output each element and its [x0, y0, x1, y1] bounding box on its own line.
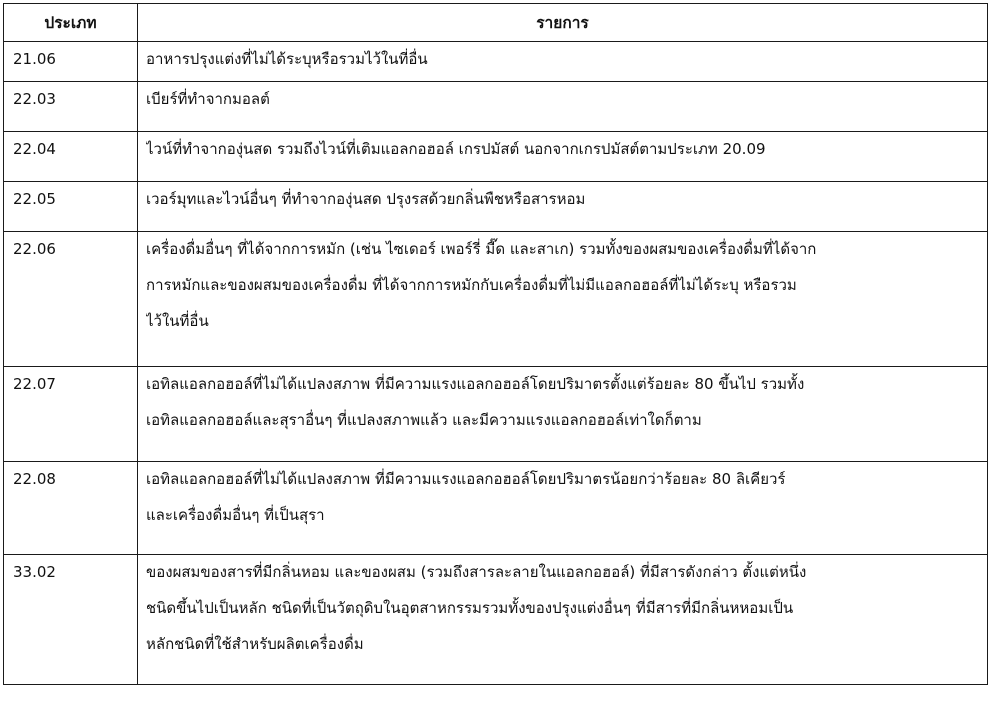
description-line: เบียร์ที่ทำจากมอลต์: [146, 90, 270, 108]
table-row: [4, 132, 988, 182]
description-line: ไวน์ที่ทำจากองุ่นสด รวมถึงไวน์ที่เติมแอลกอฮอล์ เกรปมัสต์ นอกจากเกรปมัสต์ตามประเภท 20.09: [146, 140, 766, 158]
description-line: ของผสมของสารที่มีกลิ่นหอม และของผสม (รวมถึงสารละลายในแอลกอฮอล์) ที่มีสารดังกล่าว ตั้งแต่หนึ่ง: [146, 563, 807, 581]
tariff-code: 22.07: [4, 367, 138, 462]
tariff-description: [138, 42, 988, 82]
header-code: ประเภท: [4, 4, 138, 42]
tariff-code: 22.04: [4, 132, 138, 182]
description-line: หลักชนิดที่ใช้สำหรับผลิตเครื่องดื่ม: [146, 635, 364, 653]
description-line: เครื่องดื่มอื่นๆ ที่ได้จากการหมัก (เช่น ไซเดอร์ เพอร์รี่ มี๊ด และสาเก) รวมทั้งของผสมของเครื่องดื่มที่ได้จาก: [146, 240, 817, 258]
description-line: เวอร์มุทและไวน์อื่นๆ ที่ทำจากองุ่นสด ปรุงรสด้วยกลิ่นพืชหรือสารหอม: [146, 190, 586, 208]
tariff-code: 22.08: [4, 462, 138, 555]
table-row: [4, 367, 988, 462]
header-description: รายการ: [138, 4, 988, 42]
description-line: เอทิลแอลกอฮอล์ที่ไม่ได้แปลงสภาพ ที่มีความแรงแอลกอฮอล์โดยปริมาตรน้อยกว่าร้อยละ 80 ลิเคียวร์: [146, 470, 786, 488]
tariff-description: [138, 82, 988, 132]
table-row: [4, 555, 988, 685]
table-row: [4, 182, 988, 232]
tariff-code: 22.05: [4, 182, 138, 232]
tariff-code: 33.02: [4, 555, 138, 685]
description-line: การหมักและของผสมของเครื่องดื่ม ที่ได้จากการหมักกับเครื่องดื่มที่ไม่มีแอลกอฮอล์ที่ไม่ได้ระบุ หรือรวม: [146, 276, 797, 294]
tariff-description: [138, 232, 988, 367]
tariff-description: [138, 367, 988, 462]
tariff-code: 22.06: [4, 232, 138, 367]
description-line: เอทิลแอลกอฮอล์และสุราอื่นๆ ที่แปลงสภาพแล้ว และมีความแรงแอลกอฮอล์เท่าใดก็ตาม: [146, 411, 702, 429]
tariff-description: [138, 555, 988, 685]
table-row: [4, 82, 988, 132]
header-row: [4, 4, 988, 42]
table-row: [4, 462, 988, 555]
description-line: ชนิดขึ้นไปเป็นหลัก ชนิดที่เป็นวัตถุดิบในอุตสาหกรรมรวมทั้งของปรุงแต่งอื่นๆ ที่มีสารที่มีกลิ่นหหอมเป็น: [146, 599, 794, 617]
description-line: อาหารปรุงแต่งที่ไม่ได้ระบุหรือรวมไว้ในที่อื่น: [146, 50, 428, 68]
table-row: [4, 232, 988, 367]
tariff-description: [138, 462, 988, 555]
tariff-table: [3, 3, 988, 685]
tariff-description: [138, 182, 988, 232]
tariff-description: [138, 132, 988, 182]
tariff-code: 22.03: [4, 82, 138, 132]
description-line: และเครื่องดื่มอื่นๆ ที่เป็นสุรา: [146, 506, 325, 524]
description-line: เอทิลแอลกอฮอล์ที่ไม่ได้แปลงสภาพ ที่มีความแรงแอลกอฮอล์โดยปริมาตรตั้งแต่ร้อยละ 80 ขึ้นไป รวมทั้ง: [146, 375, 805, 393]
table-row: [4, 42, 988, 82]
description-line: ไว้ในที่อื่น: [146, 312, 209, 330]
tariff-code: 21.06: [4, 42, 138, 82]
